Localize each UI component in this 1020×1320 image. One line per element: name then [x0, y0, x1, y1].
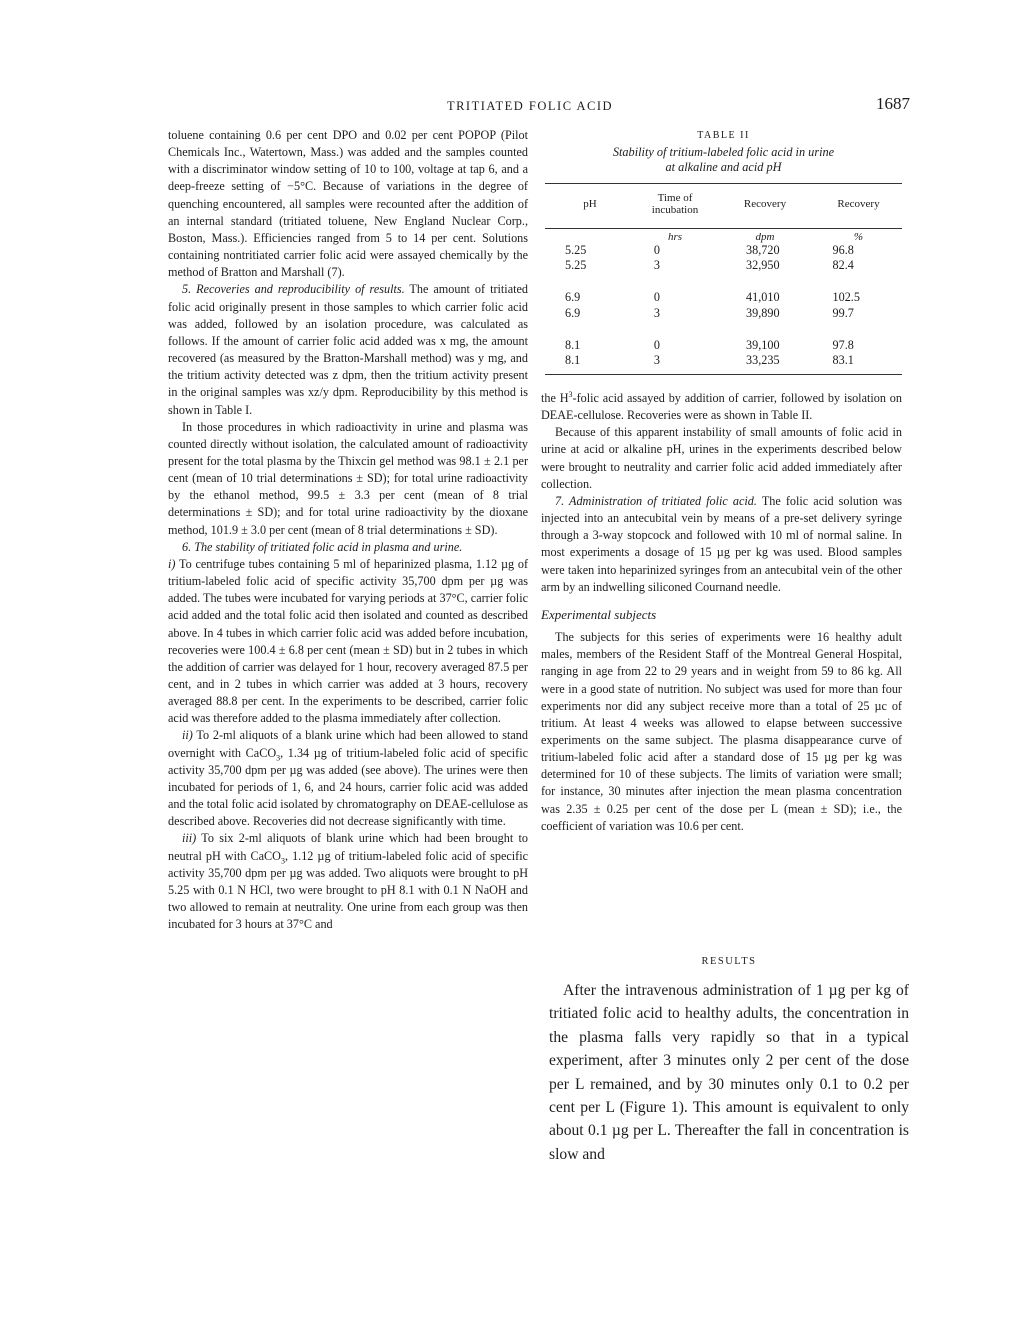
paragraph-administration: 7. Administration of tritiated folic acid. The folic acid solution was injected into an antecubital vein by means of a pre-set delivery syringe through a 3-way stopcock and followed with 10 ml of normal saline. In most experiments a dosage of 15 µg per kg was used. Blood samples were taken into heparinized syringes from an antecubital vein of the other arm by an indwelling siliconed Cournand needle. [541, 493, 902, 594]
item-label-ii: ii) [182, 728, 193, 743]
table-row: 6.9 3 39,890 99.7 [565, 305, 854, 320]
item-label-iii: iii) [182, 831, 197, 846]
running-header: TRITIATED FOLIC ACID [446, 99, 614, 113]
subheading-stability: 6. The stability of tritiated folic acid in plasma and urine. [182, 539, 463, 554]
section-heading-subjects: Experimental subjects [541, 606, 657, 622]
table-row: 8.1 0 39,100 97.8 [565, 337, 854, 352]
paragraph-instability: Because of this apparent instability of small amounts of folic acid in urine at acid or alkaline pH, urines in the experiments described below were brought to neutrality and carrier folic acid added immediately after collection. [541, 425, 902, 491]
table-unit-cell: % [853, 231, 864, 243]
table-header-row [545, 184, 902, 224]
left-column [168, 127, 528, 933]
table-unit-cell: dpm [755, 231, 775, 243]
page-number: 1687 [876, 94, 910, 113]
paragraph-methods-counting: toluene containing 0.6 per cent DPO and 0.02 per cent POPOP (Pilot Chemicals Inc., Watertown, Mass.) was added and the samples counted with a discriminator window setting of 10 to 100, voltage at tap 6, and a deep-freeze setting of −5°C. Because of variations in the degree of quenching encountered, all samples were recounted after the addition of an internal standard (tritiated toluene, New England Nuclear Corp., Boston, Mass.). Efficiencies ranged from 5 to 14 per cent. Solutions containing nontritiated carrier folic acid were assayed chemically by the method of Bratton and Marshall (7). [168, 128, 528, 280]
paragraph-recoveries-text: The amount of tritiated folic acid originally present in those samples to which carrier folic acid was added, followed by an isolation procedure, was calculated as follows. If the amount of carrier folic acid added was x mg, the amount recovered (as measured by the Bratton-Marshall method) was y mg, and the tritium activity detected was z dpm, then the tritium activity present in the original samples was xz/y dpm. Reproducibility by this method is shown in Table I. [168, 282, 528, 417]
paragraph-recoveries [168, 281, 528, 418]
table-ii [545, 130, 902, 375]
subheading-administration: 7. Administration of tritiated folic acid. [555, 493, 757, 508]
paragraph-stability-iii: iii) To six 2-ml aliquots of blank urine which had been brought to neutral pH with CaCO$_3$, 1.12 µg of tritium-labeled folic acid of specific activity 35,700 dpm per µg was added. Two aliquots were brought to pH 5.25 with 0.1 N HCl, two were brought to pH 8.1 with 0.1 N NaOH and two allowed to remain at neutrality. One urine from each group was then incubated for 3 hours at 37°C and [168, 831, 529, 932]
table-header-cell: Recovery [837, 198, 880, 210]
table-row: 5.25 0 38,720 96.8 [565, 243, 854, 257]
table-unit-cell [545, 231, 635, 243]
paragraph-stability-ii: ii) To 2-ml aliquots of a blank urine which had been allowed to stand overnight with CaCO$_3$, 1.34 µg of tritium-labeled folic acid of specific activity 35,700 dpm per µg was added (see above). The urines were then incubated for periods of 1, 6, and 24 hours, carrier folic acid was added and the total folic acid isolated by chromatography on DEAE-cellulose as described above. Recoveries did not decrease significantly with time. [168, 728, 528, 829]
table-label: TABLE II [697, 130, 750, 141]
right-column-upper [541, 390, 902, 835]
table-row: 8.1 3 33,235 83.1 [565, 353, 854, 368]
table-row: 6.9 0 41,010 102.5 [565, 290, 860, 305]
subheading-recoveries: 5. Recoveries and reproducibility of results. [182, 282, 405, 297]
right-column-lower [549, 979, 909, 1166]
table-header-cell: Time of incubation [651, 192, 699, 216]
table-header-rule [545, 228, 902, 229]
paragraph-stability-text: To centrifuge tubes containing 5 ml of heparinized plasma, 1.12 µg of tritium-labeled folic acid of specific activity 35,700 dpm per µg was added. The tubes were incubated for varying periods at 37°C, carrier folic acid added and the total folic acid then isolated and counted as described above. In 4 tubes in which carrier folic acid was added before incubation, recoveries were 100.4 ± 6.8 per cent (mean ± SD) but in 2 tubes in which the addition of carrier was delayed for 1 hour, recovery averaged 87.5 per cent, and in 2 tubes in which carrier was added at 3 hours, recovery averaged 88.8 per cent. In the experiments to be described, carrier folic acid was therefore added to the plasma immediately after collection. [168, 556, 528, 726]
paragraph-direct-counting: In those procedures in which radioactivity in urine and plasma was counted directly without isolation, the calculated amount of radioactivity present for the total plasma by the Thixcin gel method was 98.1 ± 2.1 per cent (mean of 10 trial determinations ± SD); for total urine radioactivity by the ethanol method, 99.5 ± 3.3 per cent (mean of 8 trial determinations ± SD); and for total urine radioactivity by the dioxane method, 101.9 ± 3.0 per cent (mean of 8 trial determinations ± SD). [168, 419, 528, 537]
paragraph-subjects: The subjects for this series of experiments were 16 healthy adult males, members of the Resident Staff of the Montreal General Hospital, ranging in age from 22 to 29 years and in weight from 59 to 86 kg. All were in a good state of nutrition. No subject was used for more than four experiments nor did any subject receive more than a total of 25 µc of tritium. At least 4 weeks was allowed to elapse between successive experiments on the same subject. The plasma disappearance curve of tritium-labeled folic acid after a standard dose of 15 µg per kg was determined for 10 of these subjects. The limits of variation were small; for instance, 30 minutes after injection the mean plasma concentration was 2.35 ± 0.25 per cent of the dose per L (mean ± SD); i.e., the coefficient of variation was 10.6 per cent. [541, 630, 902, 833]
table-bottom-rule [545, 374, 902, 375]
table-unit-cell: hrs [667, 231, 683, 243]
table-row: 5.25 3 32,950 82.4 [565, 258, 854, 273]
paragraph-results: After the intravenous administration of 1 µg per kg of tritiated folic acid to healthy adults, the concentration in the plasma falls very rapidly so that in a typical experiment, after 3 minutes only 2 per cent of the dose per L remained, and by 30 minutes only 0.1 to 0.2 per cent per L (Figure 1). This amount is equivalent to only about 0.1 µg per L. Thereafter the fall in concentration is slow and [549, 982, 909, 1163]
item-label-i: i) [168, 556, 176, 571]
table-units-row [545, 231, 902, 243]
table-caption: Stability of tritium-labeled folic acid in urine at alkaline and acid pH [612, 145, 835, 174]
table-header-cell: Recovery [743, 198, 787, 210]
table-header-cell: pH [583, 198, 597, 210]
paragraph-stability [168, 539, 528, 728]
paragraph-table-ref: the $H^3$-folic acid assayed by addition of carrier, followed by isolation on DEAE-cellulose. Recoveries were as shown in Table II. [541, 389, 902, 423]
section-heading-results: RESULTS [701, 956, 757, 967]
